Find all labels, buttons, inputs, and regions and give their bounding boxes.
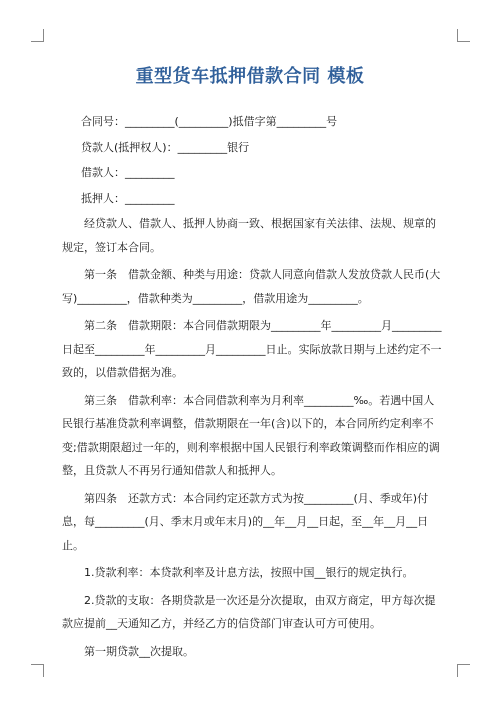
contract-number-line: 合同号：_________(_________)抵借字第_________号 [81, 115, 338, 128]
document-title: 重型货车抵押借款合同 模板 [135, 66, 365, 87]
mortgagor-line: 抵押人：_________ [81, 191, 175, 205]
article-3: 第三条 借款利率：本合同借款利率为月利率_________‰。若遇中国人民银行基准贷款利率调整，借款期限在一年(含)以下的，本合同所约定利率不变;借款期限超过一年的，则利率根据中国人民银行利率政策调整而作相应的调整，且贷款人不再另行通知借款人和抵押人。 [62, 393, 440, 477]
item-1-interest: 1.贷款利率：本贷款利率及计息方法，按照中国__银行的规定执行。 [84, 566, 414, 579]
article-2: 第二条 借款期限：本合同借款期限为_________年_________月_________日起至_________年_________月_________日止。实际放款日期与上述约定不一致的，以借款借据为准。 [62, 319, 442, 379]
article-4: 第四条 还款方式：本合同约定还款方式为按_________(月、季或年)付息，每_________(月、季末月或年末月)的__年__月__日起，至__年__月__日止。 [62, 491, 429, 552]
preamble-paragraph: 经贷款人、借款人、抵押人协商一致、根据国家有关法律、法规、规章的规定，签订本合同。 [62, 217, 436, 254]
crop-mark-top-right [457, 29, 470, 42]
article-1: 第一条 借款金额、种类与用途：贷款人同意向借款人发放贷款人民币(大写)_________，借款种类为_________，借款用途为_________。 [62, 268, 441, 305]
crop-mark-bottom-left [31, 664, 44, 677]
crop-mark-bottom-right [457, 664, 470, 677]
borrower-line: 借款人：_________ [81, 166, 175, 179]
item-2-withdrawal: 2.贷款的支取：各期贷款是一次还是分次提取，由双方商定，甲方每次提款应提前__天通知乙方，并经乙方的信贷部门审查认可方可使用。 [62, 593, 436, 630]
lender-line: 贷款人(抵押权人)：_________银行 [81, 140, 250, 154]
item-3-first-period: 第一期贷款__次提取。 [84, 644, 194, 658]
crop-mark-top-left [31, 29, 44, 42]
contract-body [62, 110, 442, 663]
